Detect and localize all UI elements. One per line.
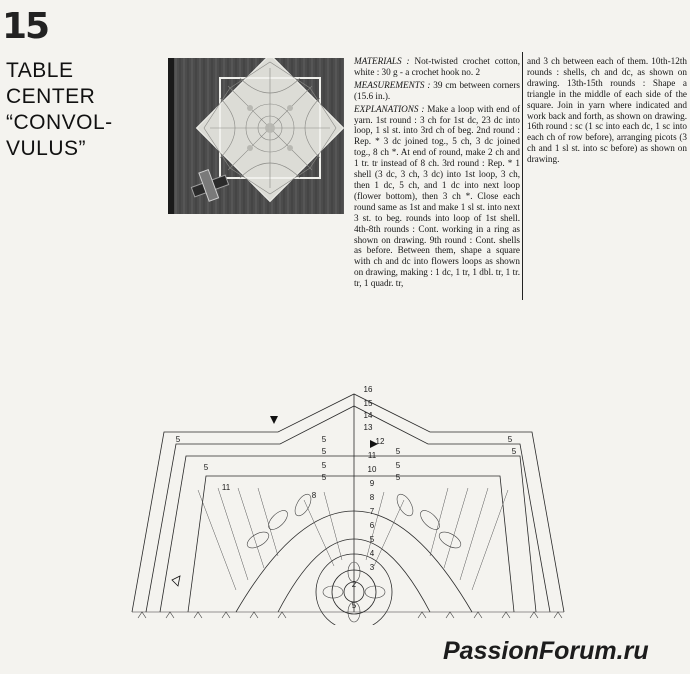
materials-label: MATERIALS :: [354, 56, 410, 66]
explanations-label: EXPLANATIONS :: [354, 103, 425, 114]
count-label: 5: [395, 473, 401, 482]
explanations-paragraph: [354, 104, 520, 289]
count-label: 5: [507, 435, 513, 444]
measurements-paragraph: [354, 80, 520, 102]
round-label: 9: [369, 479, 375, 488]
round-label: 13: [363, 423, 373, 432]
round-label: 16: [363, 385, 373, 394]
materials-paragraph: [354, 56, 520, 78]
doily-photo: [168, 58, 344, 214]
join-arrow-icon: [270, 416, 278, 424]
count-label: 8: [311, 491, 317, 500]
count-label: 5: [321, 447, 327, 456]
round-label: 7: [369, 507, 375, 516]
round-label: 15: [363, 399, 373, 408]
round-label: 6: [369, 521, 375, 530]
instructions-column: [354, 56, 520, 291]
count-label: 5: [321, 435, 327, 444]
round-label: 14: [363, 411, 373, 420]
count-label: 5: [321, 461, 327, 470]
count-label: 5: [175, 435, 181, 444]
measurements-text: 39 cm between corners (15.6 in.).: [354, 79, 520, 101]
round-label: 3: [369, 563, 375, 572]
count-label: 11: [221, 483, 231, 492]
count-label: 5: [351, 601, 357, 610]
instructions-continued: [527, 56, 687, 167]
title-line: “CONVOL-: [6, 111, 113, 134]
count-label: 5: [203, 463, 209, 472]
count-label: 5: [395, 461, 401, 470]
title-line: TABLE: [6, 59, 74, 82]
round-label: 4: [369, 549, 375, 558]
pattern-title: [6, 58, 113, 162]
title-line: VULUS”: [6, 137, 87, 160]
count-label: 5: [511, 447, 517, 456]
continuation-text: and 3 ch between each of them. 10th-12th rounds : shells, ch and dc, as shown on drawing. 13th-15th rounds : Shape a triangle in the middle of each side of the square. Join in yarn where indicated and work back and forth, as shown on drawing. 16th round : sc (1 sc into each dc, 1 sc into each ch of row before), arranging picots (3 ch and 1 sl st. into sc before) as shown on drawing.: [527, 56, 687, 165]
round-label: 8: [369, 493, 375, 502]
round-label: 5: [369, 535, 375, 544]
column-divider: [522, 52, 523, 300]
count-label: 5: [321, 473, 327, 482]
measurements-label: MEASUREMENTS :: [354, 79, 431, 90]
round-label: 2: [351, 580, 357, 589]
round-label: 10: [367, 465, 377, 474]
round-label: 11: [367, 451, 377, 460]
end-arrow-icon: [172, 576, 180, 586]
page-number: 15: [2, 6, 49, 47]
crochet-diagram: [128, 380, 588, 630]
round-label: 12: [375, 437, 385, 446]
explanations-text: Make a loop with end of yarn. 1st round : 3 ch for 1st dc, 23 dc into loop, 1 sl st. into 3rd ch of beg. 2nd round : Rep. * 3 dc joined tog., 5 ch, 3 dc joined tog., 8 ch *. At end of round, make 2 ch and 1 tr. tr instead of 8 ch. 3rd round : Rep. * 1 shell (3 dc, 3 ch, 3 dc) into 1st loop, 3 ch, then 1 dc, 5 ch, and 1 dc into next loop (flower bottom), then 3 ch *. Close each round same as 1st and make 1 sl st. into next 3 st. to beg. rounds into loop of 1st shell. 4th-8th rounds : Cont. working in a ring as shown on drawing. 9th round : Cont. shells as before. Between them, shape a square with ch and dc into flowers loops as shown on drawing, making : 1 dc, 1 tr, 1 dbl. tr, 1 tr. tr, 1 quadr. tr,: [354, 103, 521, 289]
count-label: 5: [395, 447, 401, 456]
crochet-chart: [128, 380, 588, 625]
title-line: CENTER: [6, 85, 96, 108]
materials-text: Not-twisted crochet cotton, white : 30 g - a crochet hook no. 2: [354, 56, 520, 77]
watermark: PassionForum.ru: [443, 637, 649, 665]
